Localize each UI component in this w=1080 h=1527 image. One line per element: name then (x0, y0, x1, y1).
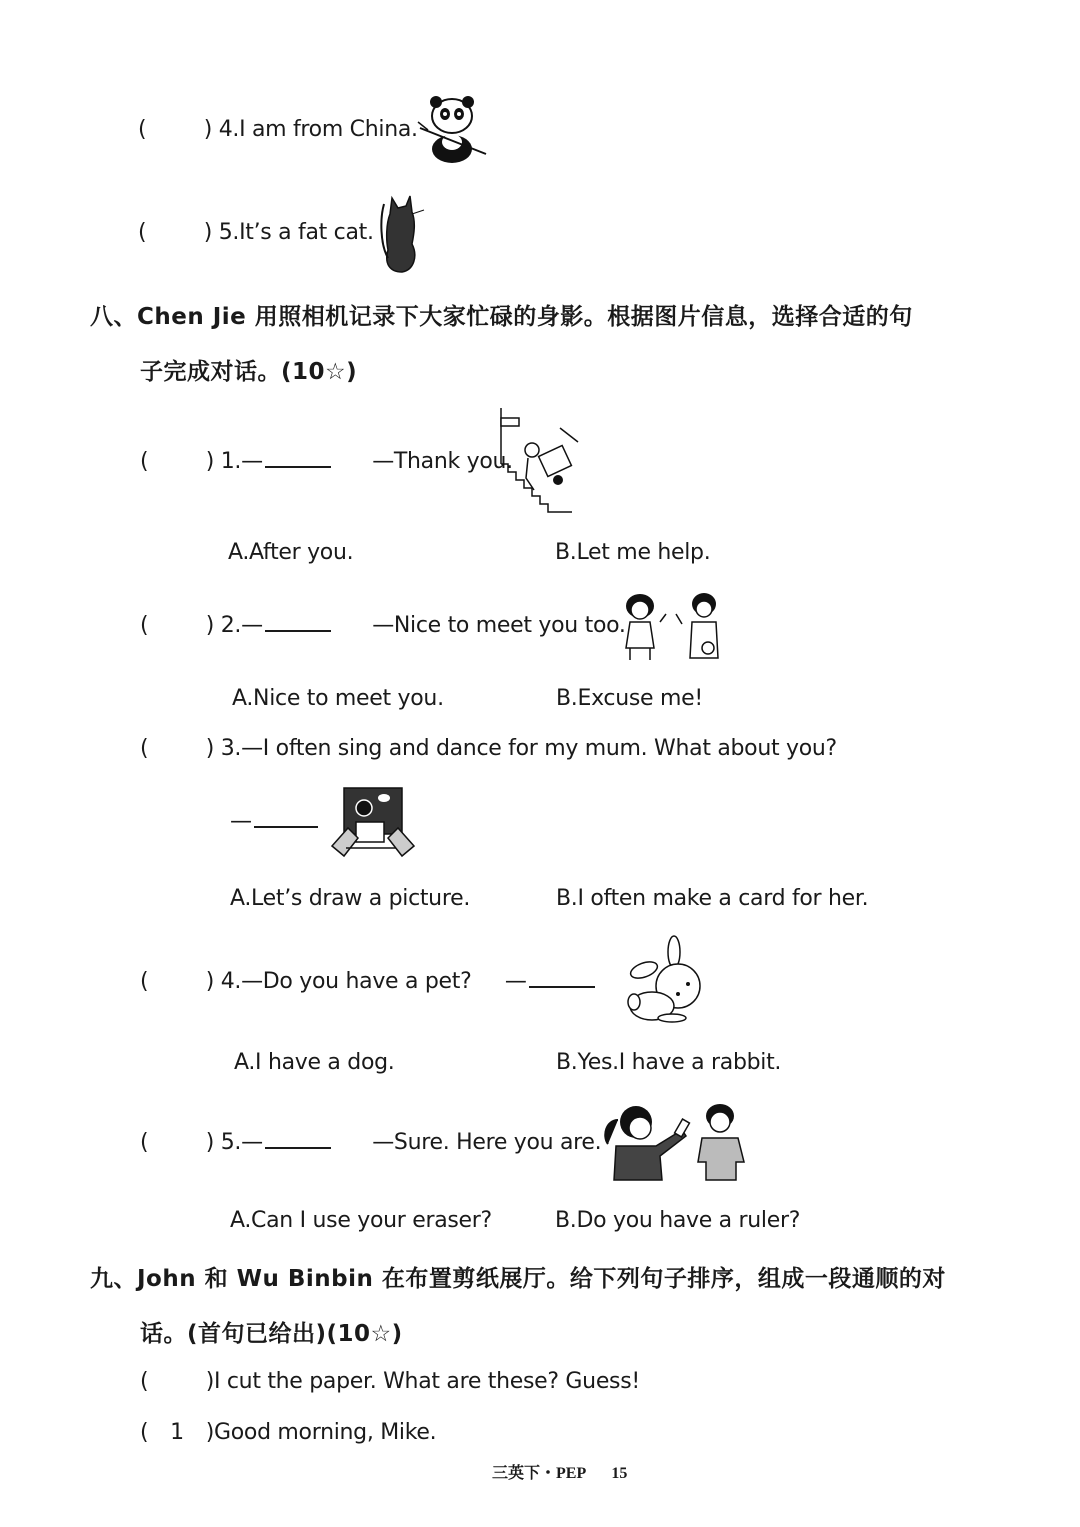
fill-blank (254, 808, 318, 828)
q1-option-b[interactable]: B.Let me help. (555, 540, 711, 565)
book-label: 三英下・PEP (492, 1465, 586, 1482)
answer-paren-close: ) (203, 117, 212, 142)
answer-paren-open: ( (140, 449, 149, 474)
question-1 (140, 448, 513, 474)
question-reply: —Nice to meet you too. (372, 613, 626, 638)
eraser-kids-image (596, 1100, 752, 1184)
q4-option-a[interactable]: A.I have a dog. (234, 1050, 395, 1075)
answer-paren-open: ( (140, 1130, 149, 1155)
rabbit-image (622, 934, 706, 1026)
page-number: 15 (611, 1465, 628, 1482)
section-9-title-line2: 话。(首句已给出)(10☆) (140, 1321, 403, 1347)
answer-paren-open: ( (140, 736, 149, 761)
answer-paren-close: ) (203, 220, 212, 245)
cat-image (378, 194, 428, 274)
answer-paren-close: ) (205, 449, 214, 474)
answer-paren-close: ) (205, 1420, 214, 1445)
answer-paren-open: ( (140, 969, 149, 994)
fill-blank (265, 612, 331, 632)
card-image (326, 786, 418, 858)
answer-paren-open: ( (138, 220, 147, 245)
fill-blank (265, 1129, 331, 1149)
q1-option-a[interactable]: A.After you. (228, 540, 354, 565)
item-text: 5.It’s a fat cat. (218, 220, 374, 245)
prev-item-4 (138, 117, 418, 142)
answer-paren-close: ) (205, 613, 214, 638)
question-prefix: 4.—Do you have a pet? (220, 969, 472, 994)
question-reply: — (504, 969, 527, 994)
section-8-title-line1: 八、Chen Jie 用照相机记录下大家忙碌的身影。根据图片信息，选择合适的句 (90, 304, 913, 330)
section-8-title-line2: 子完成对话。(10☆) (140, 359, 358, 385)
ordering-item (140, 1369, 640, 1394)
question-prefix: 3.—I often sing and dance for my mum. What about you? (220, 736, 837, 761)
q5-option-b[interactable]: B.Do you have a ruler? (555, 1208, 801, 1233)
q2-option-a[interactable]: A.Nice to meet you. (232, 686, 444, 711)
q2-option-b[interactable]: B.Excuse me! (556, 686, 703, 711)
answer-paren-close: ) (205, 1130, 214, 1155)
answer-paren-open: ( (140, 1420, 149, 1445)
greeting-kids-image (620, 592, 724, 662)
answer-paren-open: ( (140, 613, 149, 638)
question-reply: —Thank you. (372, 449, 513, 474)
question-prefix: 1.— (220, 449, 263, 474)
answer-paren-open: ( (140, 1369, 149, 1394)
question-reply: —Sure. Here you are. (372, 1130, 602, 1155)
item-text: I cut the paper. What are these? Guess! (214, 1369, 640, 1394)
question-2 (140, 612, 626, 638)
panda-image (414, 94, 492, 166)
section-9-title-line1: 九、John 和 Wu Binbin 在布置剪纸展厅。给下列句子排序，组成一段通顺的对 (90, 1266, 946, 1292)
q3-option-a[interactable]: A.Let’s draw a picture. (230, 886, 471, 911)
q5-option-a[interactable]: A.Can I use your eraser? (230, 1208, 492, 1233)
item-text: 4.I am from China. (218, 117, 418, 142)
answer-paren-close: ) (205, 736, 214, 761)
q4-option-b[interactable]: B.Yes.I have a rabbit. (556, 1050, 782, 1075)
item-text: Good morning, Mike. (214, 1420, 437, 1445)
answer-paren-close: ) (205, 969, 214, 994)
question-3 (140, 736, 837, 761)
answer-paren-open: ( (138, 117, 147, 142)
prev-item-5 (138, 220, 374, 245)
fill-blank (265, 448, 331, 468)
q3-option-b[interactable]: B.I often make a card for her. (556, 886, 869, 911)
answer-slot[interactable]: 1 (170, 1420, 184, 1445)
page-footer (492, 1460, 627, 1483)
question-3-reply (230, 808, 318, 834)
ordering-item (140, 1420, 436, 1445)
answer-paren-close: ) (205, 1369, 214, 1394)
question-5 (140, 1129, 601, 1155)
stairs-box-image (498, 406, 588, 518)
question-4 (140, 968, 595, 994)
question-reply: — (230, 809, 252, 834)
fill-blank (529, 968, 595, 988)
question-prefix: 5.— (220, 1130, 263, 1155)
question-prefix: 2.— (220, 613, 263, 638)
